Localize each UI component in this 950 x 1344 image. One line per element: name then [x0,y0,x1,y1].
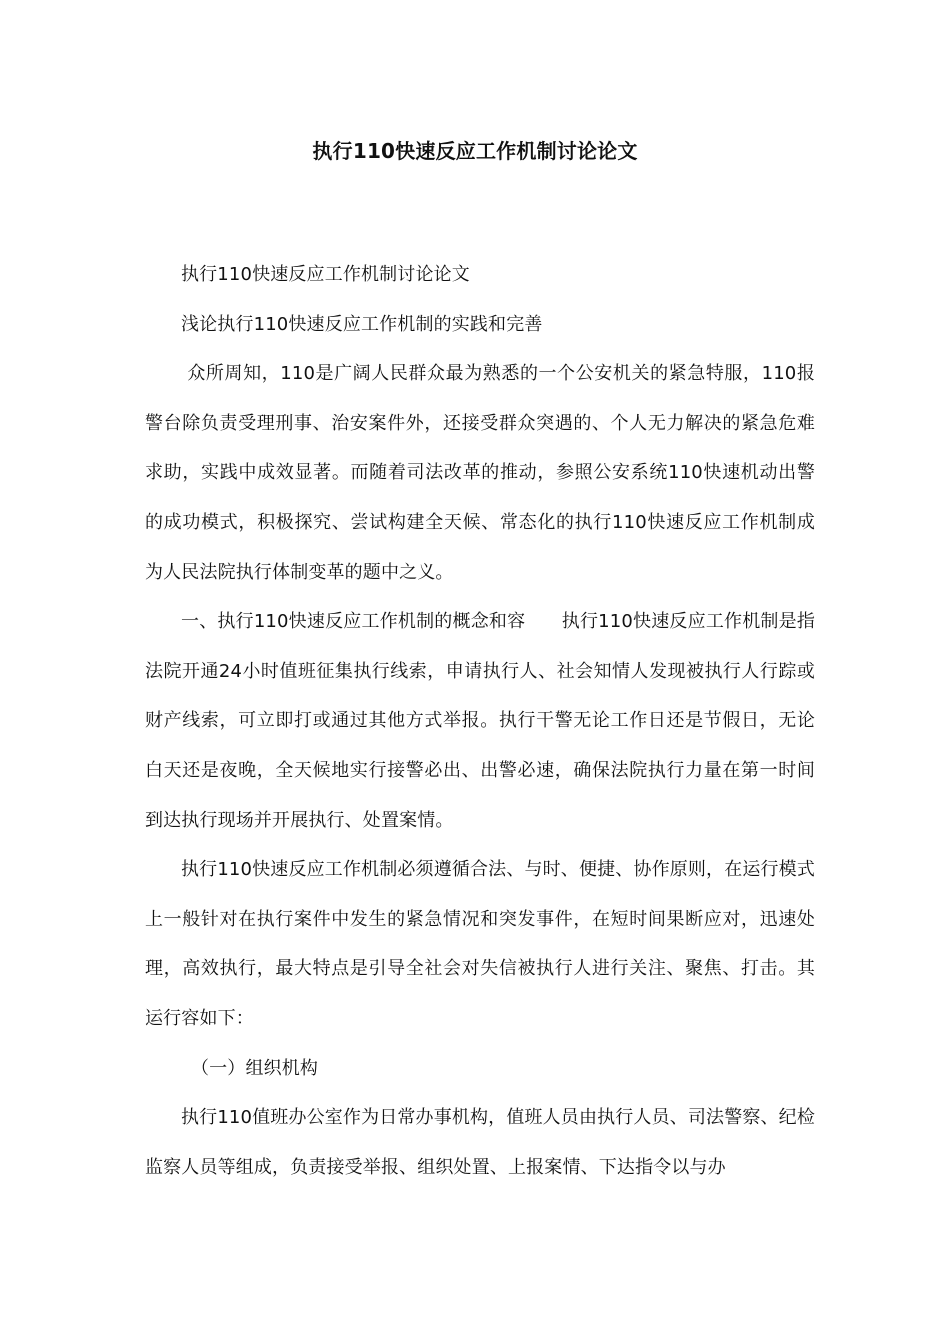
document-title: 执行110快速反应工作机制讨论论文 [312,139,638,163]
paragraph-subheading-organization: （一）组织机构 [191,1057,319,1079]
paragraph-section-one: 一、执行110快速反应工作机制的概念和容 执行110快速反应工作机制是指法院开通24小时值班征集执行线索，申请执行人、社会知情人发现被执行人行踪或财产线索，可立即打或通过其他方式举报。执行干警无论工作日还是节假日，无论白天还是夜晚，全天候地实行接警必出、出警必速，确保法院执行力量在第一时间到达执行现场并开展执行、处置案情。 [145,611,815,831]
paragraph-intro: 众所周知，110是广阔人民群众最为熟悉的一个公安机关的紧急特服，110报警台除负责受理刑事、治安案件外，还接受群众突遇的、个人无力解决的紧急危难求助，实践中成效显著。而随着司法改革的推动，参照公安系统110快速机动出警的成功模式，积极探究、尝试构建全天候、常态化的执行110快速反应工作机制成为人民法院执行体制变革的题中之义。 [145,363,815,583]
document-body [145,250,815,1192]
paragraph-principles: 执行110快速反应工作机制必须遵循合法、与时、便捷、协作原则，在运行模式上一般针对在执行案件中发生的紧急情况和突发事件，在短时间果断应对，迅速处理，高效执行，最大特点是引导全社会对失信被执行人进行关注、聚焦、打击。其运行容如下： [145,859,815,1029]
paragraph-organization: 执行110值班办公室作为日常办事机构，值班人员由执行人员、司法警察、纪检监察人员等组成，负责接受举报、组织处置、上报案情、下达指令以与办 [145,1107,815,1178]
paragraph-heading: 执行110快速反应工作机制讨论论文 [181,264,470,285]
paragraph-subtitle: 浅论执行110快速反应工作机制的实践和完善 [181,313,543,335]
